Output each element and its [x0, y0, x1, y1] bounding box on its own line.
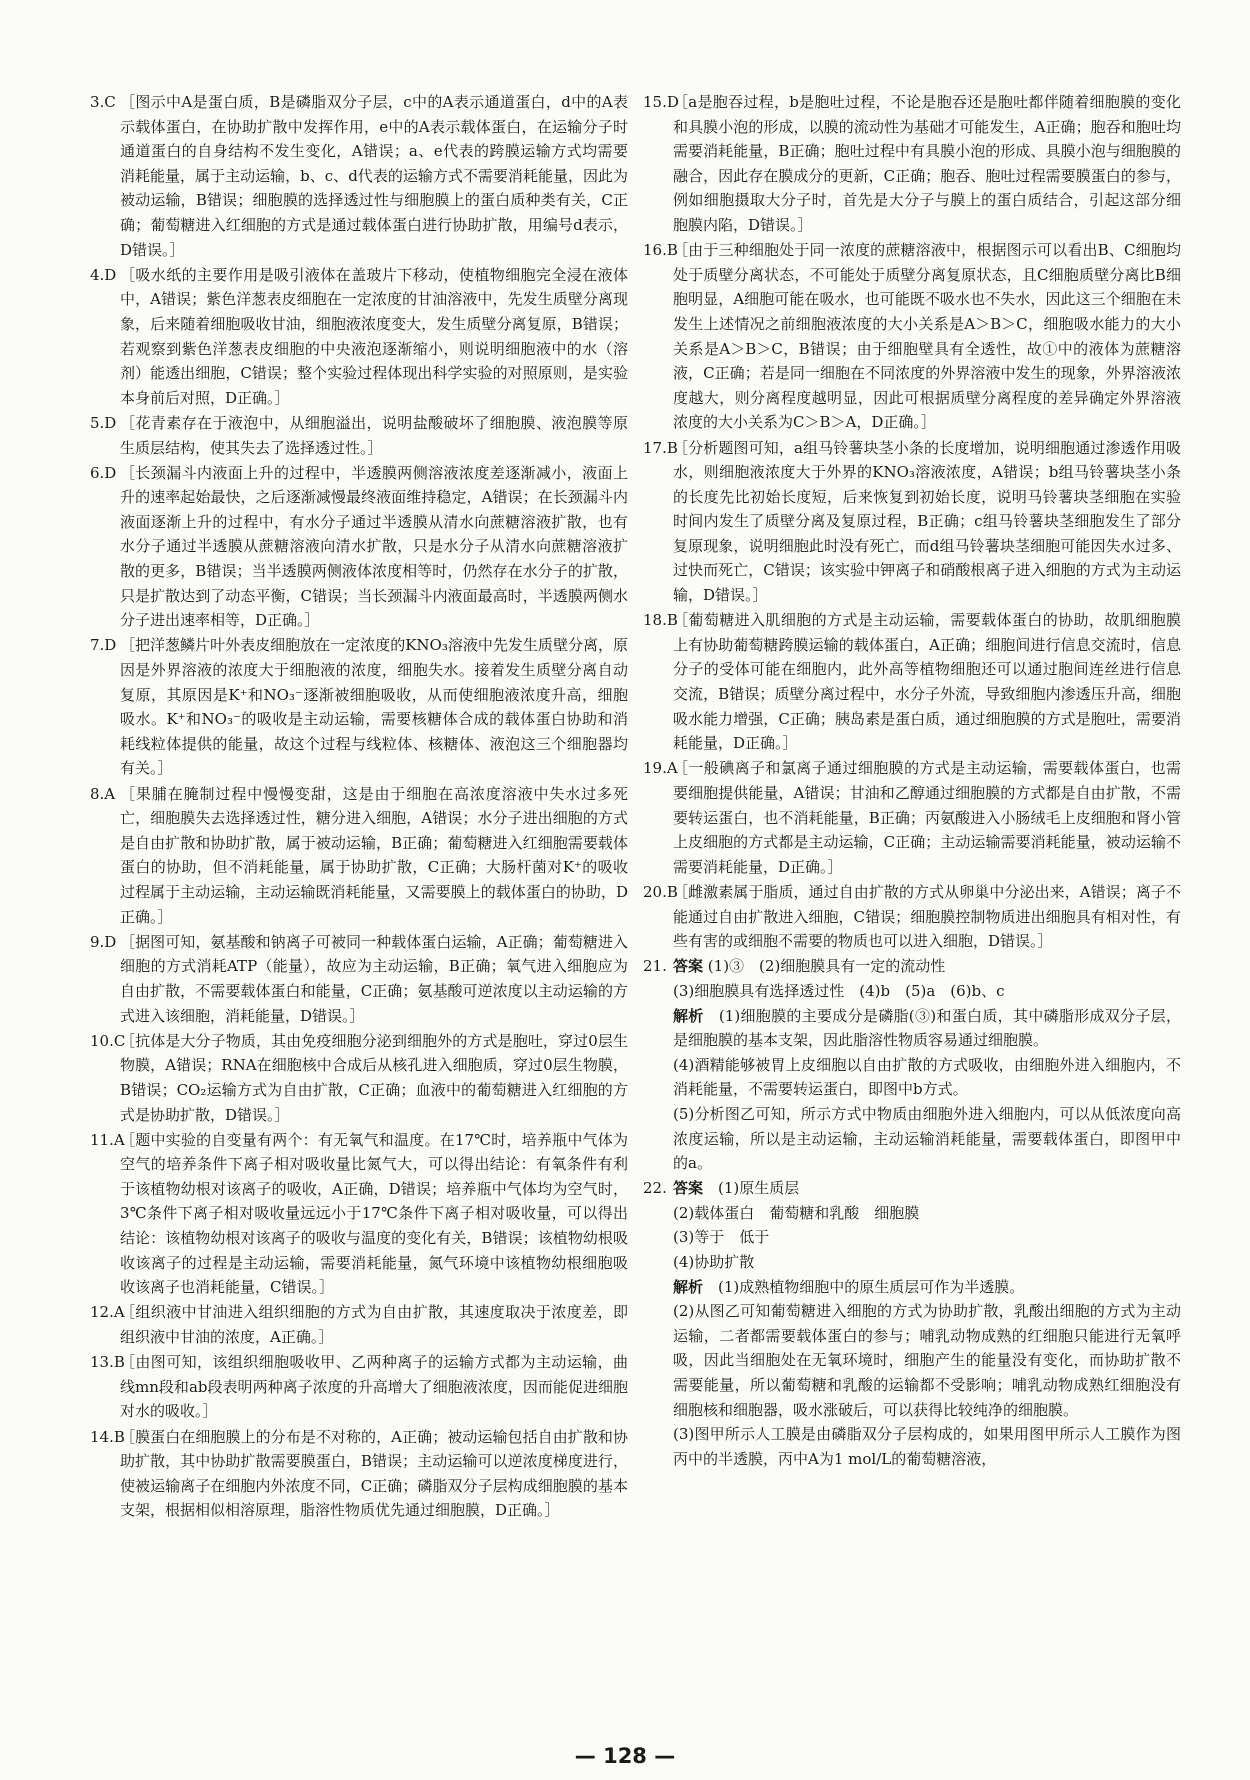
answer-22-text-4: (4)协助扩散 [673, 1253, 755, 1272]
answer-21-number: 21. [643, 957, 667, 976]
answer-22-text-1: (1)原生质层 [718, 1179, 800, 1198]
answer-21-line-1 [643, 954, 1181, 979]
question-number: 5.D [90, 413, 117, 432]
explanation-text: ［抗体是大分子物质，其由免疫细胞分泌到细胞外的方式是胞吐，穿过0层生物膜，A错误；RNA在细胞核中合成后从核孔进入细胞质，穿过0层生物膜，B错误；CO₂运输方式为自由扩散，C正确；血液中的葡萄糖进入红细胞的方式是协助扩散，D错误。］ [120, 1031, 628, 1124]
explanation-21-label: 解析 [673, 1006, 704, 1025]
page-number: — 128 — [574, 1744, 676, 1768]
answer-21 [643, 954, 1181, 1175]
explanation-22-1 [643, 1275, 1181, 1300]
explanation-text: ［分析题图可知，a组马铃薯块茎小条的长度增加，说明细胞通过渗透作用吸水，则细胞液浓度大于外界的KNO₃溶液浓度，A错误；b组马铃薯块茎小条的长度先比初始长度短，后来恢复到初始长度，说明马铃薯块茎细胞在实验时间内发生了质壁分离及复原过程，B正确；c组马铃薯块茎细胞发生了部分复原现象，说明细胞此时没有死亡，而d组马铃薯块茎细胞可能因失水过多、过快而死亡，C错误；该实验中钾离子和硝酸根离子进入细胞的方式为主动运输，D错误。］ [673, 438, 1181, 605]
left-entry [90, 782, 628, 930]
explanation-text: ［一般碘离子和氯离子通过细胞膜的方式是主动运输，需要载体蛋白，也需要细胞提供能量，A错误；甘油和乙醇通过细胞膜的方式都是自由扩散，不需要转运蛋白，也不消耗能量，B正确；丙氨酸进入小肠绒毛上皮细胞和肾小管上皮细胞的方式都是主动运输，C正确；主动运输需要消耗能量，被动运输不需要消耗能量，D正确。］ [673, 759, 1181, 876]
answer-21-text-1: (1)③ (2)细胞膜具有一定的流动性 [707, 957, 946, 976]
answer-22-text-3: (3)等于 低于 [673, 1228, 770, 1247]
explanation-22-2: (2)从图乙可知葡萄糖进入细胞的方式为协助扩散，乳酸出细胞的方式为主动运输，二者都需要载体蛋白的参与；哺乳动物成熟的红细胞只能进行无氧呼吸，因此当细胞处在无氧环境时，细胞产生的能量没有变化，而协助扩散不需要能量，所以葡萄糖和乳酸的运输都不受影响；哺乳动物成熟红细胞没有细胞核和细胞器，吸水涨破后，可以获得比较纯净的细胞膜。 [673, 1302, 1181, 1419]
explanation-text: ［图示中A是蛋白质，B是磷脂双分子层，c中的A表示通道蛋白，d中的A表示载体蛋白，在协助扩散中发挥作用，e中的A表示载体蛋白，在运输分子时通道蛋白的自身结构不发生变化，A错误；a、e代表的跨膜运输方式均需要消耗能量，属于主动运输，b、c、d代表的运输方式不需要消耗能量，因此为被动运输，B错误；细胞膜的选择透过性与细胞膜上的蛋白质种类有关，C正确；葡萄糖进入红细胞的方式是通过载体蛋白进行协助扩散，用编号d表示，D错误。］ [120, 93, 628, 259]
explanation-text: ［题中实验的自变量有两个：有无氧气和温度。在17℃时，培养瓶中气体为空气的培养条件下离子相对吸收量比氮气大，可以得出结论：有氧条件有利于该植物幼根对该离子的吸收，A正确，D错误；培养瓶中气体均为空气时，3℃条件下离子相对吸收量远远小于17℃条件下离子相对吸收量，可以得出结论：该植物幼根对该离子的吸收与温度的变化有关，B错误；该植物幼根吸收该离子的过程是主动运输，需要消耗能量，氮气环境中该植物幼根细胞吸收该离子也消耗能量，C错误。］ [120, 1130, 628, 1297]
answer-22-number: 22. [643, 1179, 667, 1198]
explanation-text: ［膜蛋白在细胞膜上的分布是不对称的，A正确；被动运输包括自由扩散和协助扩散，其中协助扩散需要膜蛋白，B错误；主动运输可以逆浓度梯度进行，使被运输离子在细胞内外浓度不同，C正确；磷脂双分子层构成细胞膜的基本支架，根据相似相溶原理，脂溶性物质优先通过细胞膜，D正确。］ [120, 1427, 628, 1520]
right-entry [643, 436, 1181, 608]
left-entry [90, 461, 628, 633]
explanation-text: ［由图可知，该组织细胞吸收甲、乙两种离子的运输方式都为主动运输，曲线mn段和ab段表明两种离子浓度的升高增大了细胞液浓度，因而能促进细胞对水的吸收。］ [120, 1353, 628, 1421]
question-number: 18.B [643, 611, 678, 630]
left-entry [90, 1350, 628, 1424]
explanation-text: ［据图可知，氨基酸和钠离子可被同一种载体蛋白运输，A正确；葡萄糖进入细胞的方式消耗ATP（能量），故应为主动运输，B正确；氧气进入细胞应为自由扩散，不需要载体蛋白和能量，C正确；氨基酸可逆浓度以主动运输的方式进入该细胞，消耗能量，D错误。］ [120, 932, 628, 1025]
question-number: 3.C [90, 93, 116, 111]
answer-22-label: 答案 [673, 1179, 704, 1198]
left-entry [90, 1128, 628, 1300]
explanation-21-1 [643, 1004, 1181, 1053]
explanation-text: ［花青素存在于液泡中，从细胞溢出，说明盐酸破坏了细胞膜、液泡膜等原生质层结构，使其失去了选择透过性。］ [120, 413, 628, 457]
left-entry [90, 930, 628, 1028]
question-number: 16.B [643, 241, 678, 260]
left-entry [90, 1300, 628, 1349]
left-entry [90, 1425, 628, 1523]
explanation-22-label: 解析 [673, 1277, 704, 1296]
explanation-text: ［果脯在腌制过程中慢慢变甜，这是由于细胞在高浓度溶液中失水过多死亡，细胞膜失去选择透过性，糖分进入细胞，A错误；水分子进出细胞的方式是自由扩散和协助扩散，属于被动运输，B正确；葡萄糖进入红细胞需要载体蛋白的协助，但不消耗能量，属于协助扩散，C正确；大肠杆菌对K⁺的吸收过程属于主动运输，主动运输既消耗能量，又需要膜上的载体蛋白的协助，D正确。］ [120, 784, 628, 926]
explanation-text: ［雌激素属于脂质，通过自由扩散的方式从卵巢中分泌出来，A错误；离子不能通过自由扩散进入细胞，C错误；细胞膜控制物质进出细胞具有相对性，有些有害的或细胞不需要的物质也可以进入细胞，D错误。］ [673, 882, 1181, 951]
question-number: 7.D [90, 636, 117, 655]
explanation-text: ［吸水纸的主要作用是吸引液体在盖玻片下移动，使植物细胞完全浸在液体中，A错误；紫色洋葱表皮细胞在一定浓度的甘油溶液中，先发生质壁分离现象，后来随着细胞吸收甘油，细胞液浓度变大，发生质壁分离复原，B错误；若观察到紫色洋葱表皮细胞的中央液泡逐渐缩小，则说明细胞液中的水（溶剂）能透出细胞，C错误；整个实验过程体现出科学实验的对照原则，是实验本身前后对照，D正确。］ [120, 265, 628, 407]
explanation-22-text-1: (1)成熟植物细胞中的原生质层可作为半透膜。 [718, 1277, 1025, 1296]
explanation-21-2: (4)酒精能够被胃上皮细胞以自由扩散的方式吸收，由细胞外进入细胞内，不消耗能量，不需要转运蛋白，即图中b方式。 [673, 1055, 1181, 1099]
answer-22-line-1 [643, 1176, 1181, 1201]
question-number: 9.D [90, 932, 117, 951]
explanation-21-text-1: (1)细胞膜的主要成分是磷脂(③)和蛋白质，其中磷脂形成双分子层，是细胞膜的基本支架，因此脂溶性物质容易通过细胞膜。 [673, 1006, 1181, 1050]
right-entry [643, 238, 1181, 435]
left-entry [90, 90, 628, 262]
right-entries [643, 90, 1181, 954]
left-entry [90, 1029, 628, 1127]
question-number: 20.B [643, 882, 678, 901]
left-entry [90, 633, 628, 781]
question-number: 15.D [643, 93, 679, 111]
question-number: 8.A [90, 784, 116, 803]
answer-22 [643, 1176, 1181, 1471]
left-entry [90, 263, 628, 411]
question-number: 6.D [90, 463, 117, 482]
right-entry [643, 880, 1181, 954]
explanation-text: ［由于三种细胞处于同一浓度的蔗糖溶液中，根据图示可以看出B、C细胞均处于质壁分离状态，不可能处于质壁分离复原状态，且C细胞质壁分离比B细胞明显，A细胞可能在吸水，也可能既不吸水也不失水，因此这三个细胞在未发生上述情况之前细胞液浓度的大小关系是A＞B＞C，细胞吸水能力的大小关系是A＞B＞C，B错误；由于细胞壁具有全透性，故①中的液体为蔗糖溶液，C正确；若是同一细胞在不同浓度的外界溶液中发生的现象，外界溶液浓度越大，则分离程度越明显，因此可根据质壁分离程度的差异确定外界溶液浓度的大小关系为C＞B＞A，D正确。］ [673, 241, 1181, 432]
question-number: 17.B [643, 438, 678, 457]
right-entry [643, 90, 1181, 238]
explanation-text: ［组织液中甘油进入组织细胞的方式为自由扩散，其速度取决于浓度差，即组织液中甘油的浓度，A正确。］ [120, 1303, 628, 1347]
question-number: 12.A [90, 1303, 125, 1322]
explanation-21-3: (5)分析图乙可知，所示方式中物质由细胞外进入细胞内，可以从低浓度向高浓度运输，所以是主动运输，主动运输消耗能量，需要载体蛋白，即图甲中的a。 [673, 1104, 1181, 1173]
question-number: 19.A [643, 759, 678, 778]
left-column [90, 90, 628, 1524]
right-entry [643, 608, 1181, 756]
left-entry [90, 411, 628, 460]
answer-21-text-2: (3)细胞膜具有选择透过性 (4)b (5)a (6)b、c [673, 981, 1005, 1000]
answer-22-text-2: (2)载体蛋白 葡萄糖和乳酸 细胞膜 [673, 1203, 920, 1222]
right-entry [643, 756, 1181, 879]
question-number: 13.B [90, 1353, 125, 1372]
explanation-text: ［把洋葱鳞片叶外表皮细胞放在一定浓度的KNO₃溶液中先发生质壁分离，原因是外界溶液的浓度大于细胞液的浓度，细胞失水。接着发生质壁分离自动复原，其原因是K⁺和NO₃⁻逐渐被细胞吸收，从而使细胞液浓度升高，细胞吸水。K⁺和NO₃⁻的吸收是主动运输，需要核糖体合成的载体蛋白协助和消耗线粒体提供的能量，故这个过程与线粒体、核糖体、液泡这三个细胞器均有关。］ [120, 636, 628, 778]
question-number: 11.A [90, 1130, 125, 1149]
question-number: 14.B [90, 1427, 125, 1446]
explanation-text: ［a是胞吞过程，b是胞吐过程，不论是胞吞还是胞吐都伴随着细胞膜的变化和具膜小泡的形成，以膜的流动性为基础才可能发生，A正确；胞吞和胞吐均需要消耗能量，B正确；胞吐过程中有具膜小泡的形成、具膜小泡与细胞膜的融合，因此存在膜成分的更新，C正确；胞吞、胞吐过程需要膜蛋白的参与，例如细胞摄取大分子时，首先是大分子与膜上的蛋白质结合，引起这部分细胞膜内陷，D错误。］ [673, 93, 1181, 234]
answer-21-label: 答案 [673, 957, 704, 976]
right-column [643, 90, 1181, 1472]
question-number: 10.C [90, 1031, 126, 1050]
question-number: 4.D [90, 265, 117, 284]
explanation-22-3: (3)图甲所示人工膜是由磷脂双分子层构成的，如果用图甲所示人工膜作为图丙中的半透膜，丙中A为1 mol/L的葡萄糖溶液， [673, 1425, 1181, 1468]
explanation-text: ［葡萄糖进入肌细胞的方式是主动运输，需要载体蛋白的协助，故肌细胞膜上有协助葡萄糖跨膜运输的载体蛋白，A正确；细胞间进行信息交流时，信息分子的受体可能在细胞内，此外高等植物细胞还可以通过胞间连丝进行信息交流，B错误；质壁分离过程中，水分子外流，导致细胞内渗透压升高，细胞吸水能力增强，C正确；胰岛素是蛋白质，通过细胞膜的方式是胞吐，需要消耗能量，D正确。］ [673, 611, 1181, 753]
explanation-text: ［长颈漏斗内液面上升的过程中，半透膜两侧溶液浓度差逐渐减小，液面上升的速率起始最快，之后逐渐减慢最终液面维持稳定，A错误；在长颈漏斗内液面逐渐上升的过程中，有水分子通过半透膜从清水向蔗糖溶液扩散，也有水分子通过半透膜从蔗糖溶液向清水扩散，只是水分子从清水向蔗糖溶液扩散的更多，B错误；当半透膜两侧液体浓度相等时，仍然存在水分子的扩散，只是扩散达到了动态平衡，C错误；当长颈漏斗内液面最高时，半透膜两侧水分子进出速率相等，D正确。］ [120, 463, 628, 630]
